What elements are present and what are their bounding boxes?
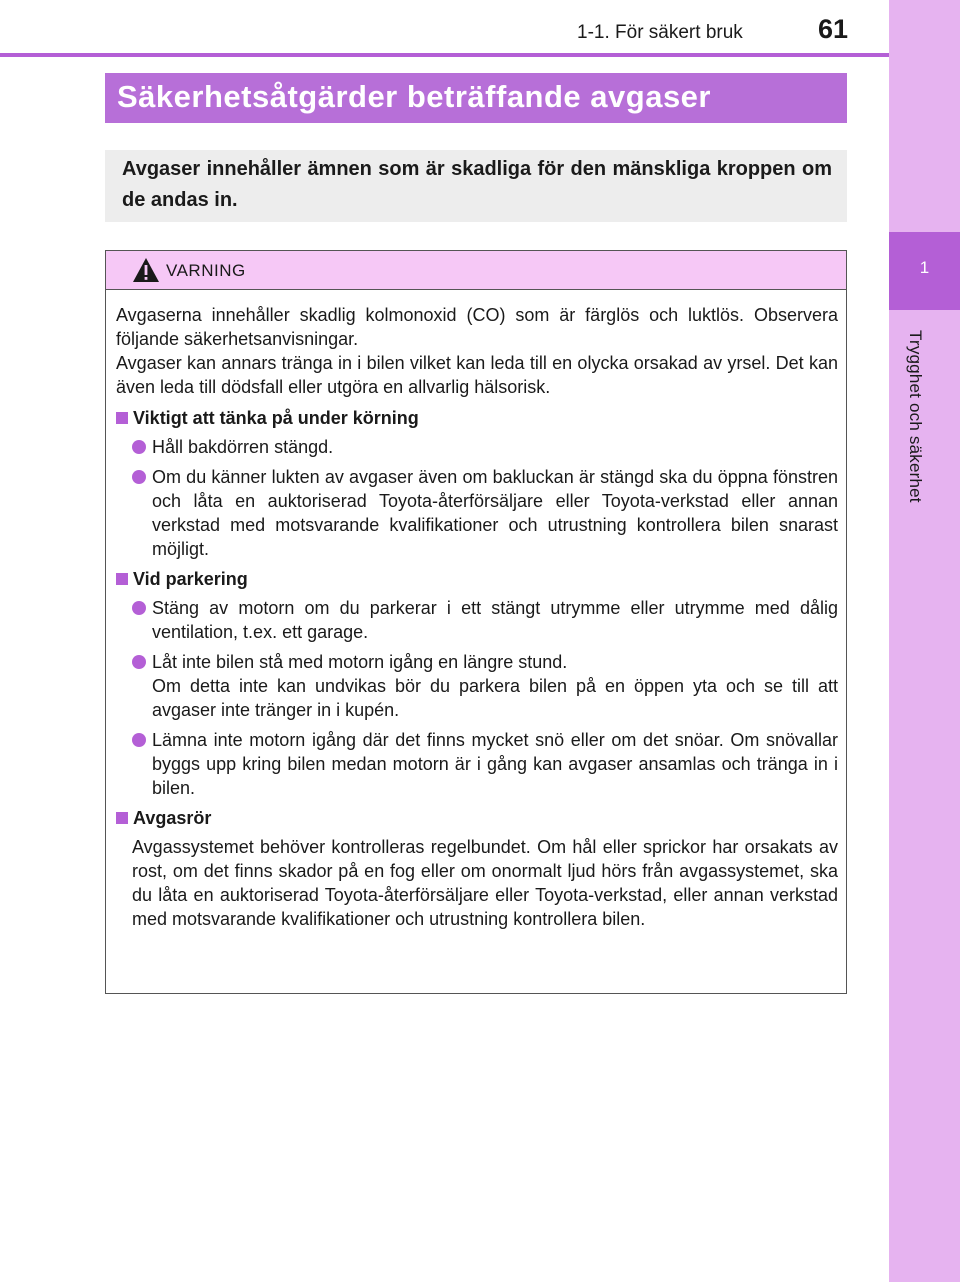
round-bullet-icon [132,470,146,484]
list-item-text: Stäng av motorn om du parkerar i ett stängt utrymme eller utrymme med dålig ventilation, t.ex. ett garage. [152,598,838,642]
intro-box [105,150,847,222]
list-item-text: Lämna inte motorn igång där det finns mycket snö eller om det snöar. Om snövallar byggs upp kring bilen medan motorn är i gång kan avgaser ansamlas och tränga in i bilen. [152,730,838,798]
chapter-tab [889,232,960,310]
round-bullet-icon [132,440,146,454]
list-item [132,650,838,722]
warning-header [106,251,846,290]
header-rule [0,53,889,57]
section-heading-text: Viktigt att tänka på under körning [133,408,419,428]
section-heading [116,406,838,430]
list-item [132,435,838,459]
section-heading [116,567,838,591]
warning-intro-line: Avgaserna innehåller skadlig kolmonoxid (CO) som är färglös och luktlös. Observera följande säkerhetsanvisningar. [116,305,838,349]
warning-triangle-icon [132,257,160,283]
round-bullet-icon [132,733,146,747]
list-item-text: Håll bakdörren stängd. [152,437,334,457]
header-section-title: 1-1. För säkert bruk [577,22,743,43]
chapter-title: Trygghet och säkerhet [906,330,925,503]
page-number: 61 [818,14,849,44]
list-item [132,728,838,800]
list-item-text: Om detta inte kan undvikas bör du parkera bilen på en öppen yta och se till att avgaser inte tränger in i kupén. [152,676,838,720]
title-banner [105,73,847,123]
section-heading [116,806,838,830]
page-title: Säkerhetsåtgärder beträffande avgaser [117,79,711,114]
list-item [132,596,838,644]
section-heading-text: Avgasrör [133,808,212,828]
round-bullet-icon [132,601,146,615]
list-item-text: Om du känner lukten av avgaser även om bakluckan är stängd ska du öppna fönstren och låta en auktoriserad Toyota-återförsäljare eller Toyota-verkstad eller annan verkstad med motsvarande kvalifikationer och utrustning kontrollera bilen snarast möjligt. [152,467,838,559]
warning-body [116,303,838,931]
square-bullet-icon [116,812,128,824]
warning-intro-line: Avgaser kan annars tränga in i bilen vilket kan leda till en olycka orsakad av yrsel. Det kan även leda till dödsfall eller utgöra en allvarlig hälsorisk. [116,353,838,397]
intro-text: Avgaser innehåller ämnen som är skadliga för den mänskliga kroppen om de andas in. [122,158,832,211]
chapter-number: 1 [919,258,930,277]
round-bullet-icon [132,655,146,669]
list-item-text: Låt inte bilen stå med motorn igång en längre stund. [152,652,568,672]
square-bullet-icon [116,412,128,424]
square-bullet-icon [116,573,128,585]
chapter-side-strip [889,0,960,1282]
section-heading-text: Vid parkering [133,569,248,589]
warning-box [105,250,847,994]
warning-label: VARNING [166,261,246,280]
list-item [132,465,838,561]
section-paragraph: Avgassystemet behöver kontrolleras regelbundet. Om hål eller sprickor har orsakats av rost, om det finns skador på en fog eller om onormalt ljud hörs från avgassystemet, ska du låta en auktoriserad Toyota-återförsäljare eller Toyota-verkstad, eller annan verkstad med motsvarande kvalifikationer och utrustning kontrollera bilen. [132,837,838,929]
